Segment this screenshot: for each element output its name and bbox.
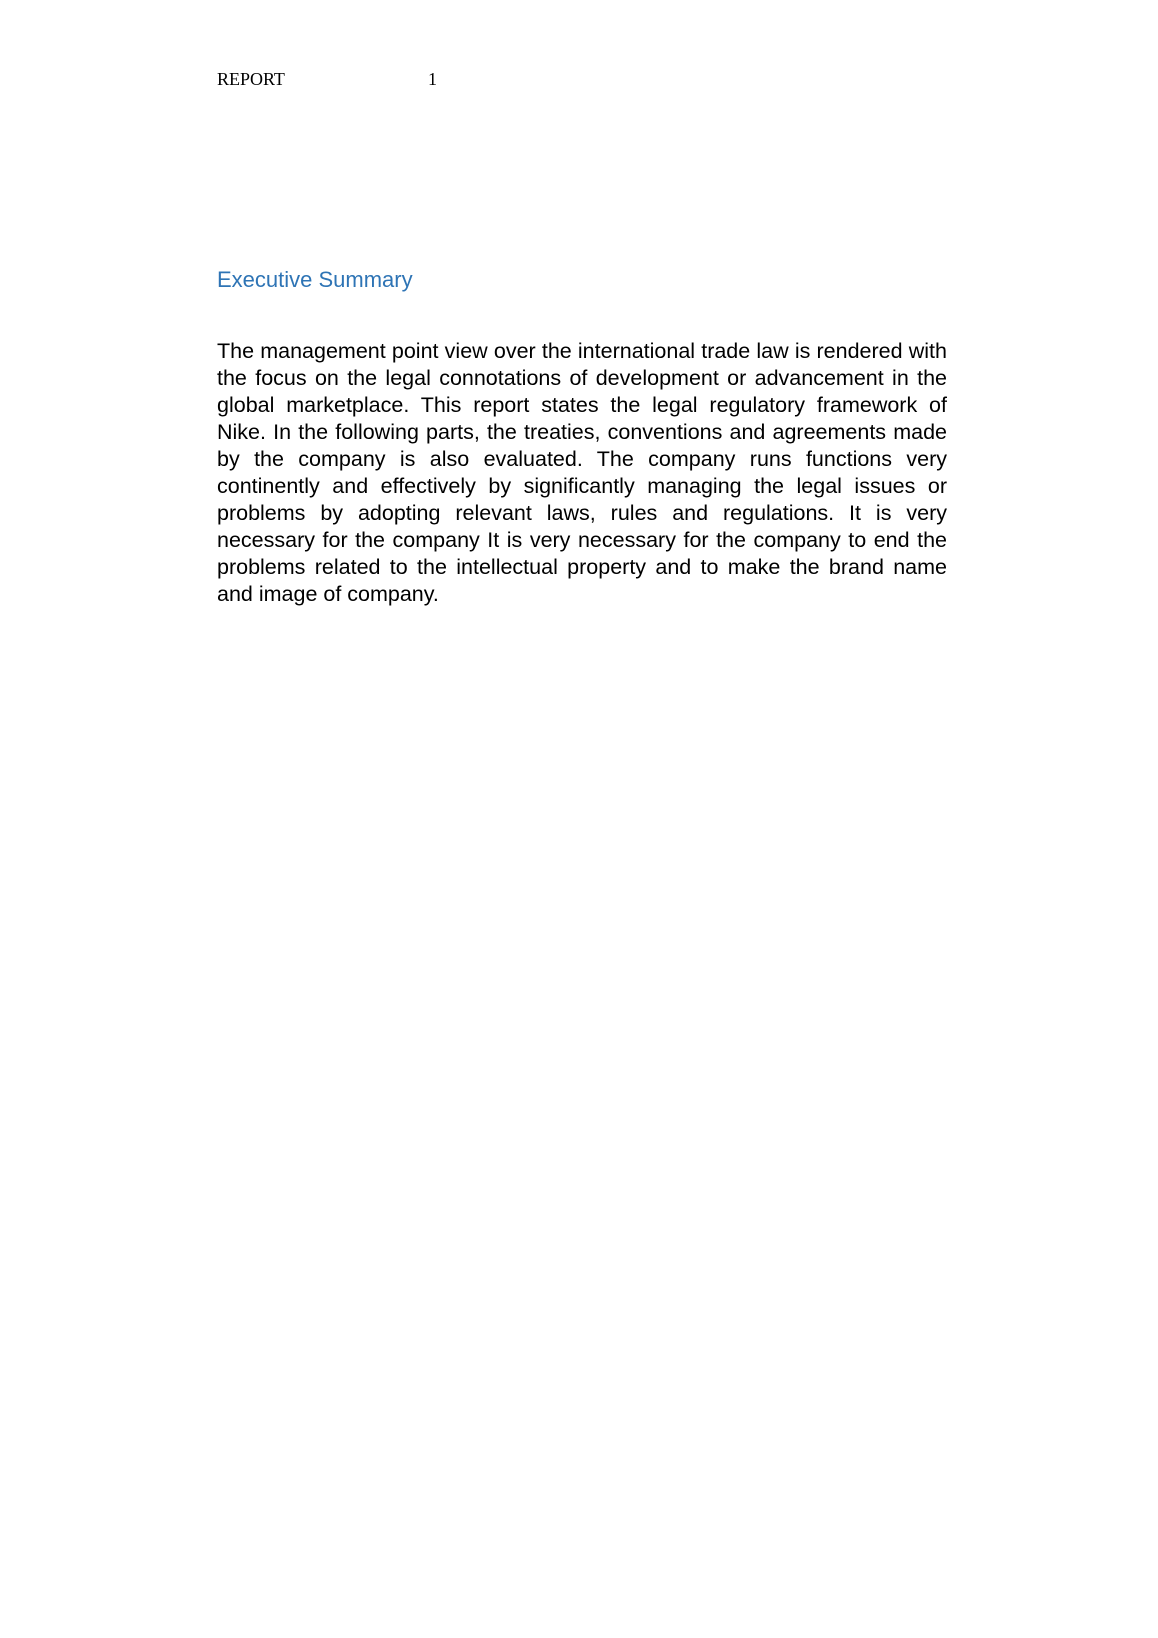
page-number: 1 (428, 69, 437, 89)
running-head: REPORT (217, 69, 285, 89)
executive-summary-paragraph: The management point view over the international trade law is rendered with the focus on the legal connotations of development or advancement in the global marketplace. This report states the legal regulatory framework of Nike. In the following parts, the treaties, conventions and agreements made by the company is also evaluated. The company runs functions very continently and effectively by significantly managing the legal issues or problems by adopting relevant laws, rules and regulations. It is very necessary for the company It is very necessary for the company to end the problems related to the intellectual property and to make the brand name and image of company. (217, 339, 947, 606)
section-heading: Executive Summary (217, 267, 413, 292)
